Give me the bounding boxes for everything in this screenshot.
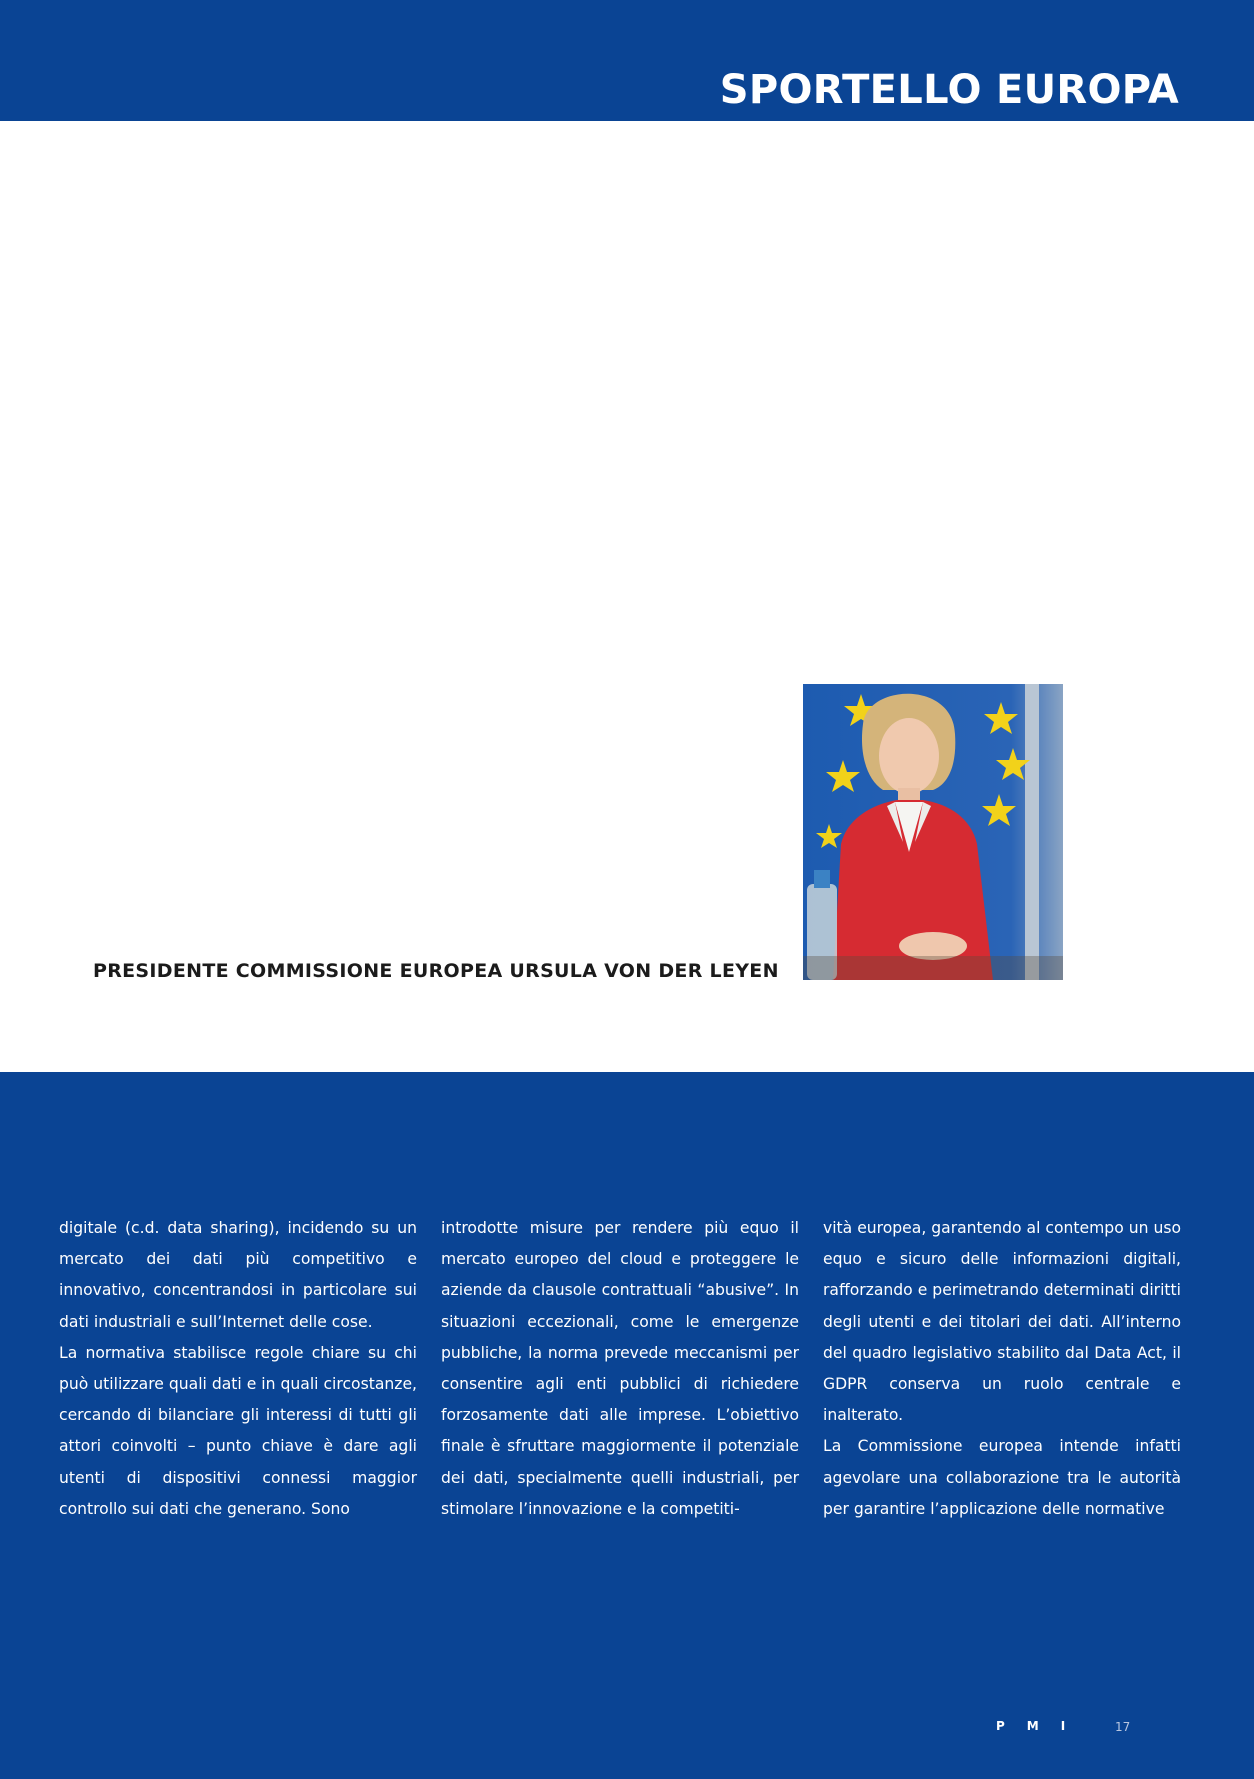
- article-paragraph: La normativa stabilisce regole chiare su chi può utilizzare quali dati e in quali circostanze, cercando di bilanciare gli interessi di tutti gli attori coinvolti – punto chiave è dare agli utenti di dispositivi connessi maggior controllo sui dati che generano. Sono: [59, 1343, 417, 1518]
- portrait-photo: [803, 684, 1063, 980]
- header-band: [0, 0, 1254, 121]
- article-column-2: [441, 1213, 799, 1525]
- section-title: SPORTELLO EUROPA: [719, 67, 1179, 113]
- article-paragraph: digitale (c.d. data sharing), incidendo su un mercato dei dati più competitivo e innovativo, concentrandosi in particolare sui dati industriali e sull’Internet delle cose.: [59, 1219, 417, 1331]
- article-paragraph: introdotte misure per rendere più equo il mercato europeo del cloud e proteggere le aziende da clausole contrattuali “abusive”. In situazioni eccezionali, come le emergenze pubbliche, la norma prevede meccanismi per consentire agli enti pubblici di richiedere forzosamente dati alle imprese. L’obiettivo finale è sfruttare maggiormente il potenziale dei dati, specialmente quelli industriali, per stimolare l’innovazione e la competiti-: [441, 1219, 799, 1518]
- photo-caption: PRESIDENTE COMMISSIONE EUROPEA URSULA VON DER LEYEN: [93, 960, 779, 982]
- article-column-3: [823, 1213, 1181, 1525]
- magazine-logo: PMI: [996, 1719, 1088, 1733]
- article-paragraph: vità europea, garantendo al contempo un uso equo e sicuro delle informazioni digitali, rafforzando e perimetrando determinati diritti degli utenti e dei titolari dei dati. All’interno del quadro legislativo stabilito dal Data Act, il GDPR conserva un ruolo centrale e inalterato.: [823, 1219, 1181, 1425]
- page-number: 17: [1115, 1720, 1131, 1734]
- article-column-1: [59, 1213, 417, 1525]
- article-paragraph: La Commissione europea intende infatti agevolare una collaborazione tra le autorità per garantire l’applicazione delle normative: [823, 1437, 1181, 1518]
